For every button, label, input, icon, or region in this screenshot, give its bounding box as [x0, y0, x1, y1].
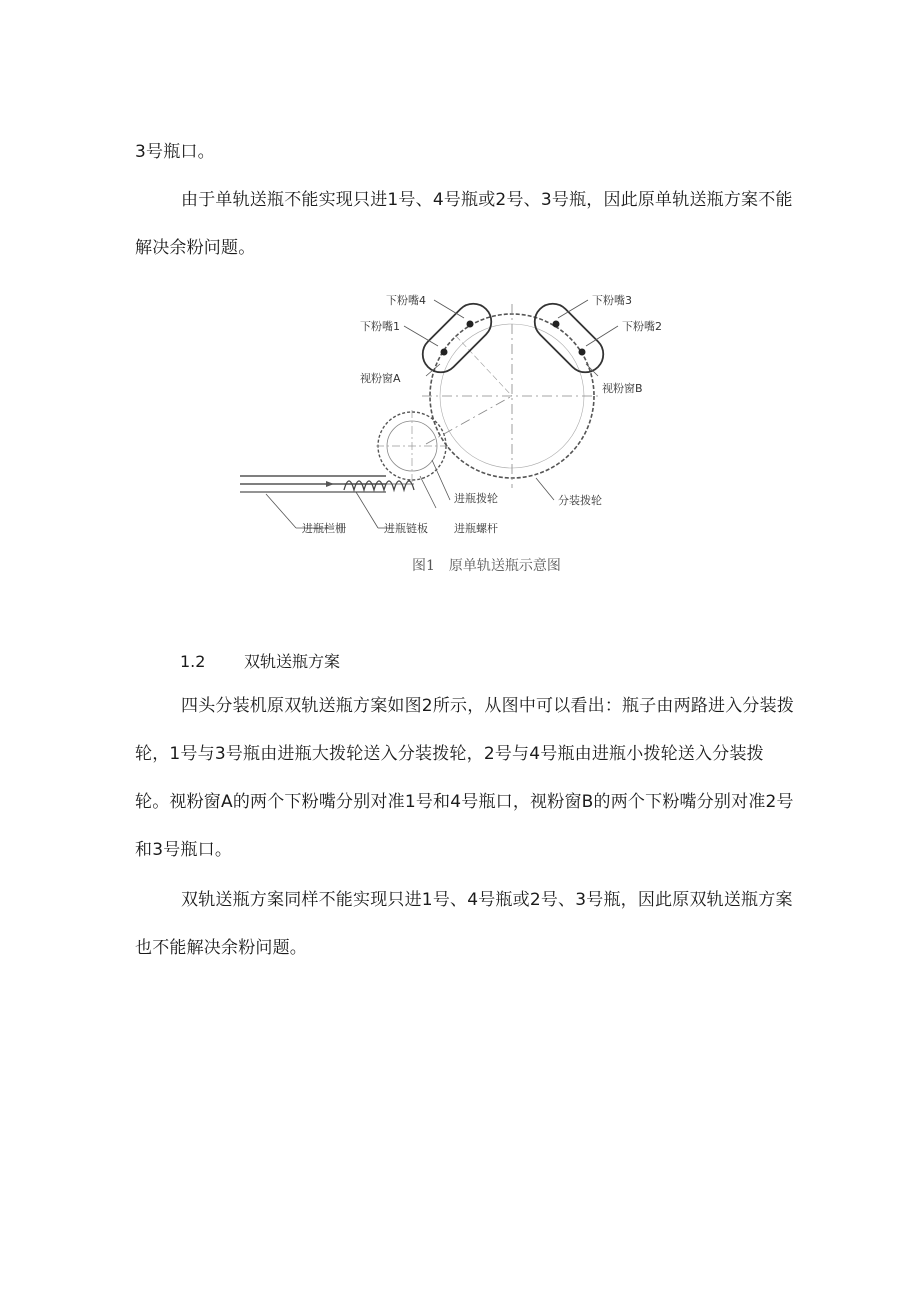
paragraph-continuation: 3号瓶口。: [135, 142, 215, 162]
label-nozzle-3: 下粉嘴3: [592, 294, 632, 307]
label-window-a: 视粉窗A: [360, 372, 401, 385]
paragraph-single-rail-conclusion: 由于单轨送瓶不能实现只进1号、4号瓶或2号、3号瓶，因此原单轨送瓶方案不能解决余粉问题。: [135, 190, 793, 258]
figure-caption: 图1 原单轨送瓶示意图: [412, 558, 561, 574]
label-chain-plate: 进瓶链板: [384, 522, 428, 535]
label-dividing-starwheel: 分装拨轮: [558, 494, 602, 507]
label-inlet-starwheel: 进瓶拨轮: [454, 492, 498, 505]
figure-single-rail-diagram: [236, 280, 666, 590]
label-window-b: 视粉窗B: [602, 382, 643, 395]
label-nozzle-2: 下粉嘴2: [622, 320, 662, 333]
dividing-starwheel: [422, 304, 602, 488]
label-guardrail: 进瓶栏栅: [302, 522, 346, 535]
label-screw: 进瓶螺杆: [454, 522, 498, 535]
diagram-svg: [236, 280, 666, 590]
paragraph-double-rail-description: 四头分装机原双轨送瓶方案如图2所示，从图中可以看出：瓶子由两路进入分装拨轮，1号与3号瓶由进瓶大拨轮送入分装拨轮，2号与4号瓶由进瓶小拨轮送入分装拨轮。视粉窗A的两个下粉嘴分别对准1号和4号瓶口，视粉窗B的两个下粉嘴分别对准2号和3号瓶口。: [135, 696, 795, 860]
powder-window-a: [415, 296, 498, 379]
inlet-screw: [344, 481, 414, 490]
paragraph-double-rail-conclusion: 双轨送瓶方案同样不能实现只进1号、4号瓶或2号、3号瓶，因此原双轨送瓶方案也不能解决余粉问题。: [135, 890, 793, 958]
section-title: 双轨送瓶方案: [244, 652, 341, 671]
label-nozzle-1: 下粉嘴1: [360, 320, 400, 333]
label-nozzle-4: 下粉嘴4: [386, 294, 426, 307]
section-heading: [180, 650, 340, 674]
section-number: 1.2: [180, 652, 206, 671]
